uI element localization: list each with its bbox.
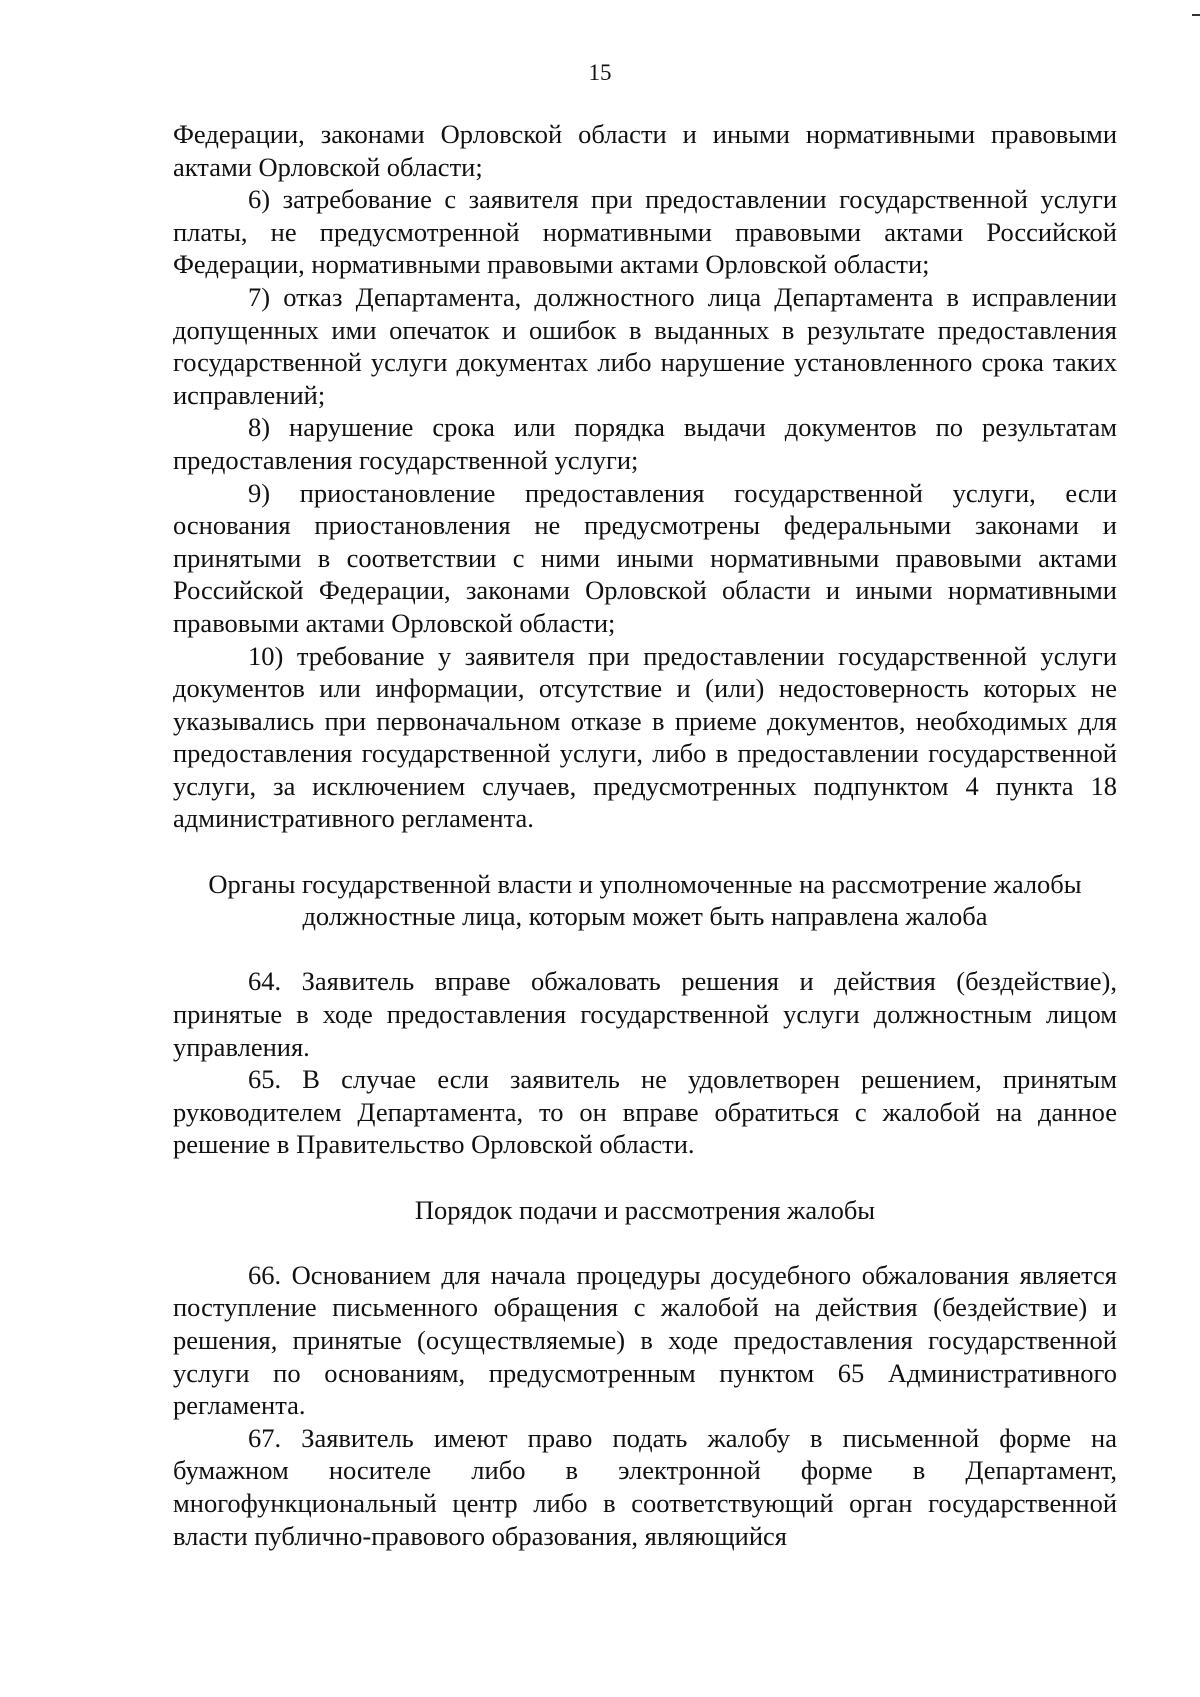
paragraph-item-7: 7) отказ Департамента, должностного лица Департамента в исправлении допущенных ими опечаток и ошибок в выданных в результате предоставления государственной услуги документах либо нарушение установленного срока таких исправлений; [173,281,1117,410]
paragraph-64: 64. Заявитель вправе обжаловать решения и действия (бездействие), принятые в ходе предоставления государственной услуги должностным лицом управления. [173,966,1117,1062]
paragraph-67: 67. Заявитель имеют право подать жалобу в письменной форме на бумажном носителе либо в электронной форме в Департамент, многофункциональный центр либо в соответствующий орган государственной власти публично-правового образования, являющийся [173,1422,1117,1551]
section-spacer [173,1226,1117,1259]
paragraph-item-9: 9) приостановление предоставления государственной услуги, если основания приостановления не предусмотрены федеральными законами и принятыми в соответствии с ними иными нормативными правовыми актами Российской Федерации, законами Орловской области и иными нормативными правовыми актами Орловской области; [173,477,1117,638]
section-spacer [173,1161,1117,1194]
paragraph-65: 65. В случае если заявитель не удовлетворен решением, принятым руководителем Департамента, то он вправе обратиться с жалобой на данное решение в Правительство Орловской области. [173,1064,1117,1160]
section-heading-line-1: Органы государственной власти и уполномоченные на рассмотрение жалобы [208,868,1082,899]
section-spacer [173,933,1117,966]
page-number: 15 [588,60,612,85]
scan-edge-mark [1192,14,1200,16]
document-body [173,118,1117,1552]
section-heading-line-2: должностные лица, которым может быть направлена жалоба [302,901,988,932]
paragraph-item-6: 6) затребование с заявителя при предоставлении государственной услуги платы, не предусмотренной нормативными правовыми актами Российской Федерации, нормативными правовыми актами Орловской области; [173,184,1117,280]
section-heading-2: Порядок подачи и рассмотрения жалобы [414,1194,876,1225]
paragraph-item-10: 10) требование у заявителя при предоставлении государственной услуги документов или информации, отсутствие и (или) недостоверность которых не указывались при первоначальном отказе в приеме документов, необходимых для предоставления государственной услуги, либо в предоставлении государственной услуги, за исключением случаев, предусмотренных подпунктом 4 пункта 18 административного регламента. [173,640,1117,834]
paragraph-66: 66. Основанием для начала процедуры досудебного обжалования является поступление письменного обращения с жалобой на действия (бездействие) и решения, принятые (осуществляемые) в ходе предоставления государственной услуги по основаниям, предусмотренным пунктом 65 Административного регламента. [173,1259,1117,1421]
paragraph-continuation: Федерации, законами Орловской области и иными нормативными правовыми актами Орловской области; [173,119,1117,182]
section-spacer [173,835,1117,868]
paragraph-item-8: 8) нарушение срока или порядка выдачи документов по результатам предоставления государственной услуги; [173,412,1117,475]
